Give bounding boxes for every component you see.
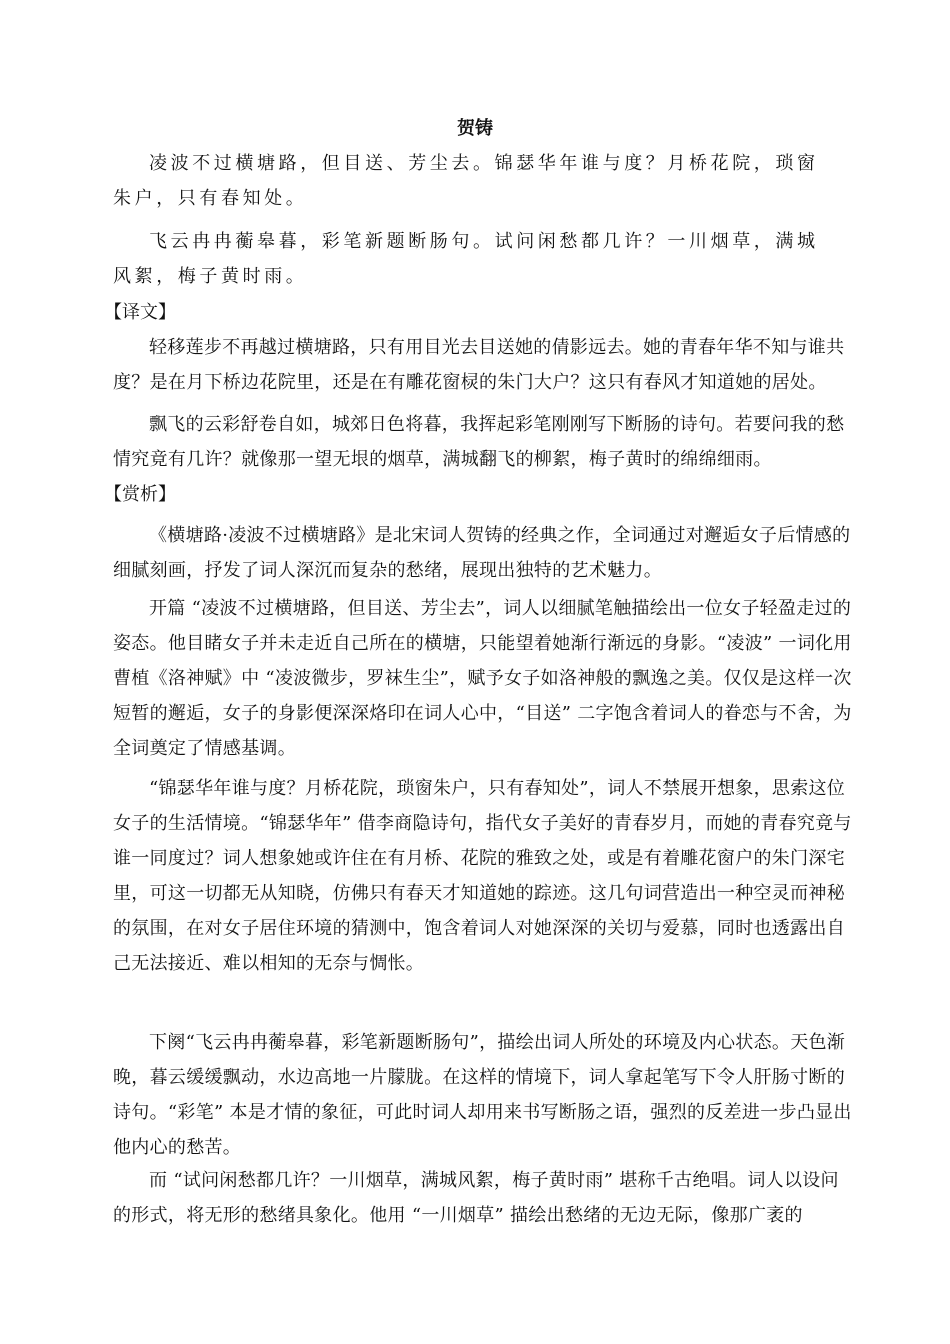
- poem-author-title: 贺铸: [457, 118, 493, 139]
- poem-stanza-1: 凌波不过横塘路，但目送、芳尘去。锦瑟华年谁与度？月桥花院，琐窗朱户，只有春知处。: [113, 153, 819, 209]
- translation-paragraph-1: 轻移莲步不再越过横塘路，只有用目光去目送她的倩影远去。她的青春年华不知与谁共度？是在月下桥边花院里，还是在有雕花窗棂的朱门大户？这只有春风才知道她的居处。: [113, 337, 845, 393]
- analysis-paragraph-5: 而 “试问闲愁都几许？一川烟草，满城风絮，梅子黄时雨” 堪称千古绝唱。词人以设问的形式，将无形的愁绪具象化。他用 “一川烟草” 描绘出愁绪的无边无际，像那广袤的: [113, 1170, 839, 1226]
- translation-heading: 【译文】: [104, 302, 176, 323]
- analysis-paragraph-1: 《横塘路·凌波不过横塘路》是北宋词人贺铸的经典之作，全词通过对邂逅女子后情感的细腻刻画，抒发了词人深沉而复杂的愁绪，展现出独特的艺术魅力。: [113, 525, 851, 581]
- analysis-paragraph-3: “锦瑟华年谁与度？月桥花院，琐窗朱户，只有春知处”，词人不禁展开想象，思索这位女子的生活情境。“锦瑟华年” 借李商隐诗句，指代女子美好的青春岁月，而她的青春究竟与谁一同度过？词人想象她或许住在有月桥、花院的雅致之处，或是有着雕花窗户的朱门深宅里，可这一切都无从知晓，仿佛只有春天才知道她的踪迹。这几句词营造出一种空灵而神秘的氛围，在对女子居住环境的猜测中，饱含着词人对她深深的关切与爱慕，同时也透露出自己无法接近、难以相知的无奈与惆怅。: [113, 778, 852, 974]
- translation-paragraph-2: 飘飞的云彩舒卷自如，城郊日色将暮，我挥起彩笔刚刚写下断肠的诗句。若要问我的愁情究竟有几许？就像那一望无垠的烟草，满城翻飞的柳絮，梅子黄时的绵绵细雨。: [113, 414, 845, 470]
- analysis-paragraph-2: 开篇 “凌波不过横塘路，但目送、芳尘去”，词人以细腻笔触描绘出一位女子轻盈走过的姿态。他目睹女子并未走近自己所在的横塘，只能望着她渐行渐远的身影。“凌波” 一词化用曹植《洛神赋》中 “凌波微步，罗袜生尘”，赋予女子如洛神般的飘逸之美。仅仅是这样一次短暂的邂逅，女子的身影便深深烙印在词人心中，“目送” 二字饱含着词人的眷恋与不舍，为全词奠定了情感基调。: [113, 598, 852, 759]
- analysis-paragraph-4: 下阕“飞云冉冉蘅皋暮，彩笔新题断肠句”，描绘出词人所处的环境及内心状态。天色渐晚，暮云缓缓飘动，水边高地一片朦胧。在这样的情境下，词人拿起笔写下令人肝肠寸断的诗句。“彩笔” 本是才情的象征，可此时词人却用来书写断肠之语，强烈的反差进一步凸显出他内心的愁苦。: [113, 1032, 852, 1158]
- analysis-heading: 【赏析】: [104, 484, 176, 505]
- poem-stanza-2: 飞云冉冉蘅皋暮，彩笔新题断肠句。试问闲愁都几许？一川烟草，满城风絮，梅子黄时雨。: [113, 231, 819, 287]
